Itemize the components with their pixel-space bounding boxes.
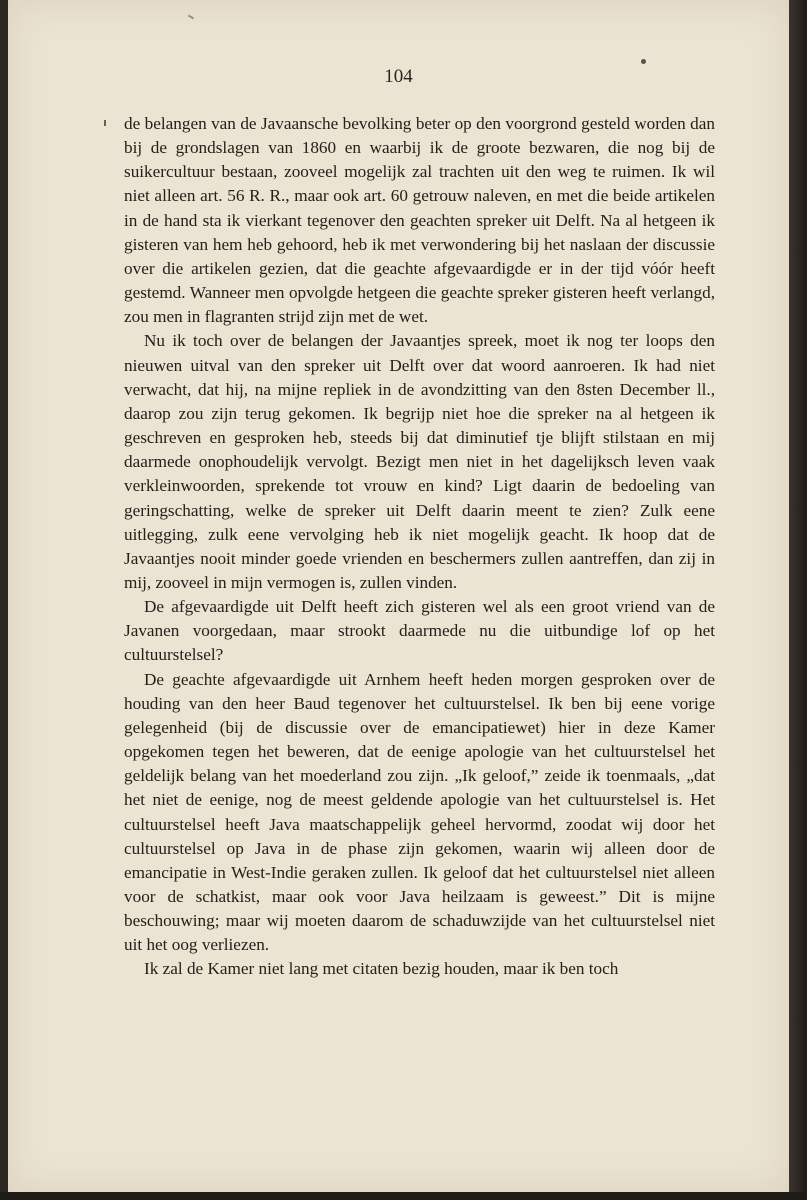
page-number: 104 xyxy=(384,66,413,87)
scan-border-bottom xyxy=(0,1192,807,1200)
paragraph-4: De geachte afgevaardigde uit Arnhem heeft heden morgen gesproken over de houding van den heer Baud tegenover het cultuurstelsel. Ik ben bij eene vorige gelegenheid (bij de discussie over de emancipatiewet) hier in deze Kamer opgekomen tegen het beweren, dat de eenige apologie van het cultuurstelsel het geldelijk belang van het moederland zou zijn. „Ik geloof,” zeide ik toenmaals, „dat het niet de eenige, nog de meest geldende apologie van het cultuurstelsel is. Het cultuurstelsel heeft Java maatschappelijk geheel hervormd, zoodat wij door het cultuurstelsel op Java in de phase zijn gekomen, waarin wij alleen door de emancipatie in West-Indie geraken zullen. Ik geloof dat het cultuurstelsel niet alleen voor de schatkist, maar ook voor Java heilzaam is geweest.” Dit is mijne beschouwing; maar wij moeten daarom de schaduwzijde van het cultuurstelsel niet uit het oog verliezen. xyxy=(124,669,715,955)
book-page xyxy=(8,0,789,1192)
scan-border-right xyxy=(789,0,807,1200)
paragraph-3: De afgevaardigde uit Delft heeft zich gisteren wel als een groot vriend van de Javanen voorgedaan, maar strookt daarmede nu die uitbundige lof op het cultuurstelsel? xyxy=(124,597,715,665)
page-blemish xyxy=(188,15,194,20)
paragraph-1: de belangen van de Javaansche bevolking beter op den voorgrond gesteld worden dan bij de grondslagen van 1860 en waarbij ik de groote bezwaren, die nog bij de suikercultuur bestaan, zooveel mogelijk zal trachten uit den weg te ruimen. Ik wil niet alleen art. 56 R. R., maar ook art. 60 getrouw naleven, en met die beide artikelen in de hand sta ik vierkant tegenover den geachten spreker uit Delft. Na al hetgeen ik gisteren van hem heb gehoord, heb ik met verwondering bij het naslaan der discussie over die artikelen gezien, dat die geachte afgevaardigde er in der tijd vóór heeft gestemd. Wanneer men opvolgde hetgeen die geachte spreker gisteren heeft verlangd, zou men in flagranten strijd zijn met de wet. xyxy=(124,114,715,327)
ink-spot xyxy=(641,59,646,64)
paragraph-2: Nu ik toch over de belangen der Javaantjes spreek, moet ik nog ter loops den nieuwen uitval van den spreker uit Delft over dat woord aanroeren. Ik had niet verwacht, dat hij, na mijne repliek in de avondzitting van den 8sten December ll., daarop zou zijn terug gekomen. Ik begrijp niet hoe die spreker na al hetgeen ik geschreven en gesproken heb, steeds bij dat diminutief tje blijft stilstaan en mij daarmede onophoudelijk vervolgt. Bezigt men niet in het dagelijksch leven vaak verkleinwoorden, sprekende tot vrouw en kind? Ligt daarin de bedoeling van geringschatting, welke de spreker uit Delft daarin meent te zien? Zulk eene uitlegging, zulk eene vervolging heb ik niet mogelijk geacht. Ik hoop dat de Javaantjes nooit minder goede vrienden en beschermers zullen aantreffen, dan zij in mij, zooveel in mijn vermogen is, zullen vinden. xyxy=(124,331,715,592)
paragraph-5: Ik zal de Kamer niet lang met citaten bezig houden, maar ik ben toch xyxy=(144,959,619,979)
margin-mark xyxy=(104,120,106,126)
body-text xyxy=(124,112,715,982)
